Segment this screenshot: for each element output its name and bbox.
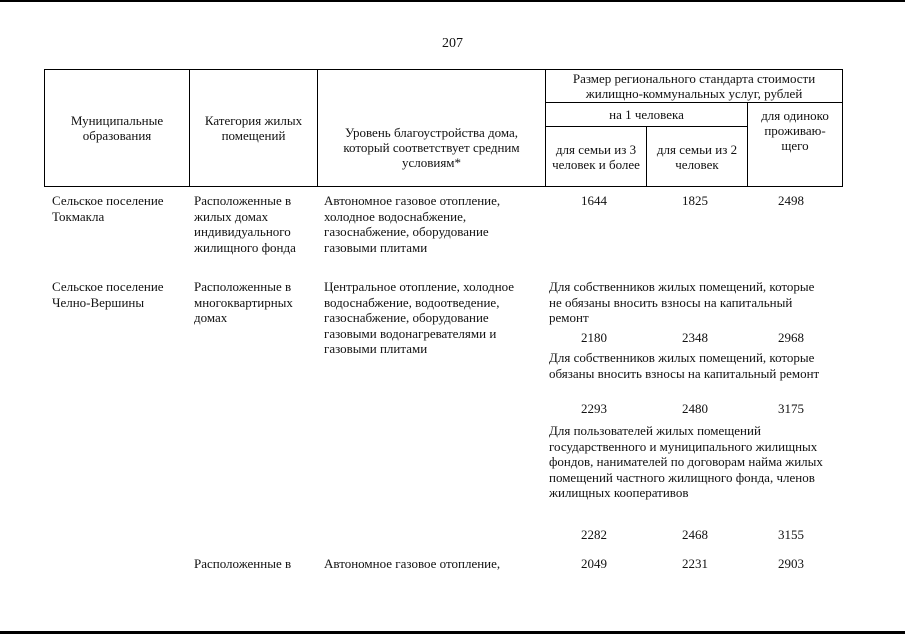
row1-value-single: 2498: [778, 193, 804, 208]
row2-group3-value-single: 3155: [778, 527, 804, 542]
row3-value-family2: 2231: [682, 556, 708, 571]
row1-level: Автономное газовое отопление, холодное водоснабжение, газоснабжение, оборудование газовыми плитами: [324, 193, 501, 255]
page-number: 207: [442, 36, 463, 51]
row2-group1-value-family3: 2180: [581, 330, 607, 345]
bottom-rule: [0, 631, 905, 634]
row2-group3-value-family2: 2468: [682, 527, 708, 542]
row2-group2-value-family2: 2480: [682, 401, 708, 416]
header-single: для одиноко проживаю-щего: [748, 103, 843, 187]
header-level: Уровень благоустройства дома, который соответствует средним условиям*: [318, 70, 546, 187]
header-size: Размер регионального стандарта стоимости жилищно-коммунальных услуг, рублей: [546, 70, 843, 103]
row1-value-family3: 1644: [581, 193, 607, 208]
row2-group1-note: Для собственников жилых помещений, которые не обязаны вносить взносы на капитальный ремонт: [549, 279, 815, 325]
row2-group1-value-family2: 2348: [682, 330, 708, 345]
row2-group2-value-single: 3175: [778, 401, 804, 416]
header-municipality: Муниципальные образования: [45, 70, 190, 187]
row2-group1-value-single: 2968: [778, 330, 804, 345]
row2-group3-value-family3: 2282: [581, 527, 607, 542]
row1-municipality: Сельское поселение Токмакла: [52, 193, 164, 224]
row3-value-single: 2903: [778, 556, 804, 571]
row1-category: Расположенные в жилых домах индивидуального жилищного фонда: [194, 193, 296, 255]
row1-value-family2: 1825: [682, 193, 708, 208]
row2-group3-note: Для пользователей жилых помещений государственного и муниципального жилищных фондов, нанимателей по договорам найма жилых помещений частного жилищного фонда, членов жилищных кооперативов: [549, 423, 823, 500]
header-category: Категория жилых помещений: [190, 70, 318, 187]
row2-level: Центральное отопление, холодное водоснабжение, водоотведение, газоснабжение, оборудование газовыми водонагревателями и газовыми плитами: [324, 279, 515, 356]
row3-value-family3: 2049: [581, 556, 607, 571]
row3-category: Расположенные в: [194, 556, 292, 571]
header-per-person: на 1 человека: [546, 103, 748, 127]
row2-group2-value-family3: 2293: [581, 401, 607, 416]
row2-category: Расположенные в многоквартирных домах: [194, 279, 293, 325]
header-family2: для семьи из 2 человек: [647, 127, 748, 187]
row3-level: Автономное газовое отопление,: [324, 556, 501, 571]
row2-group2-note: Для собственников жилых помещений, которые обязаны вносить взносы на капитальный ремонт: [549, 350, 820, 381]
row2-municipality: Сельское поселение Челно-Вершины: [52, 279, 164, 310]
header-family3: для семьи из 3 человек и более: [546, 127, 647, 187]
